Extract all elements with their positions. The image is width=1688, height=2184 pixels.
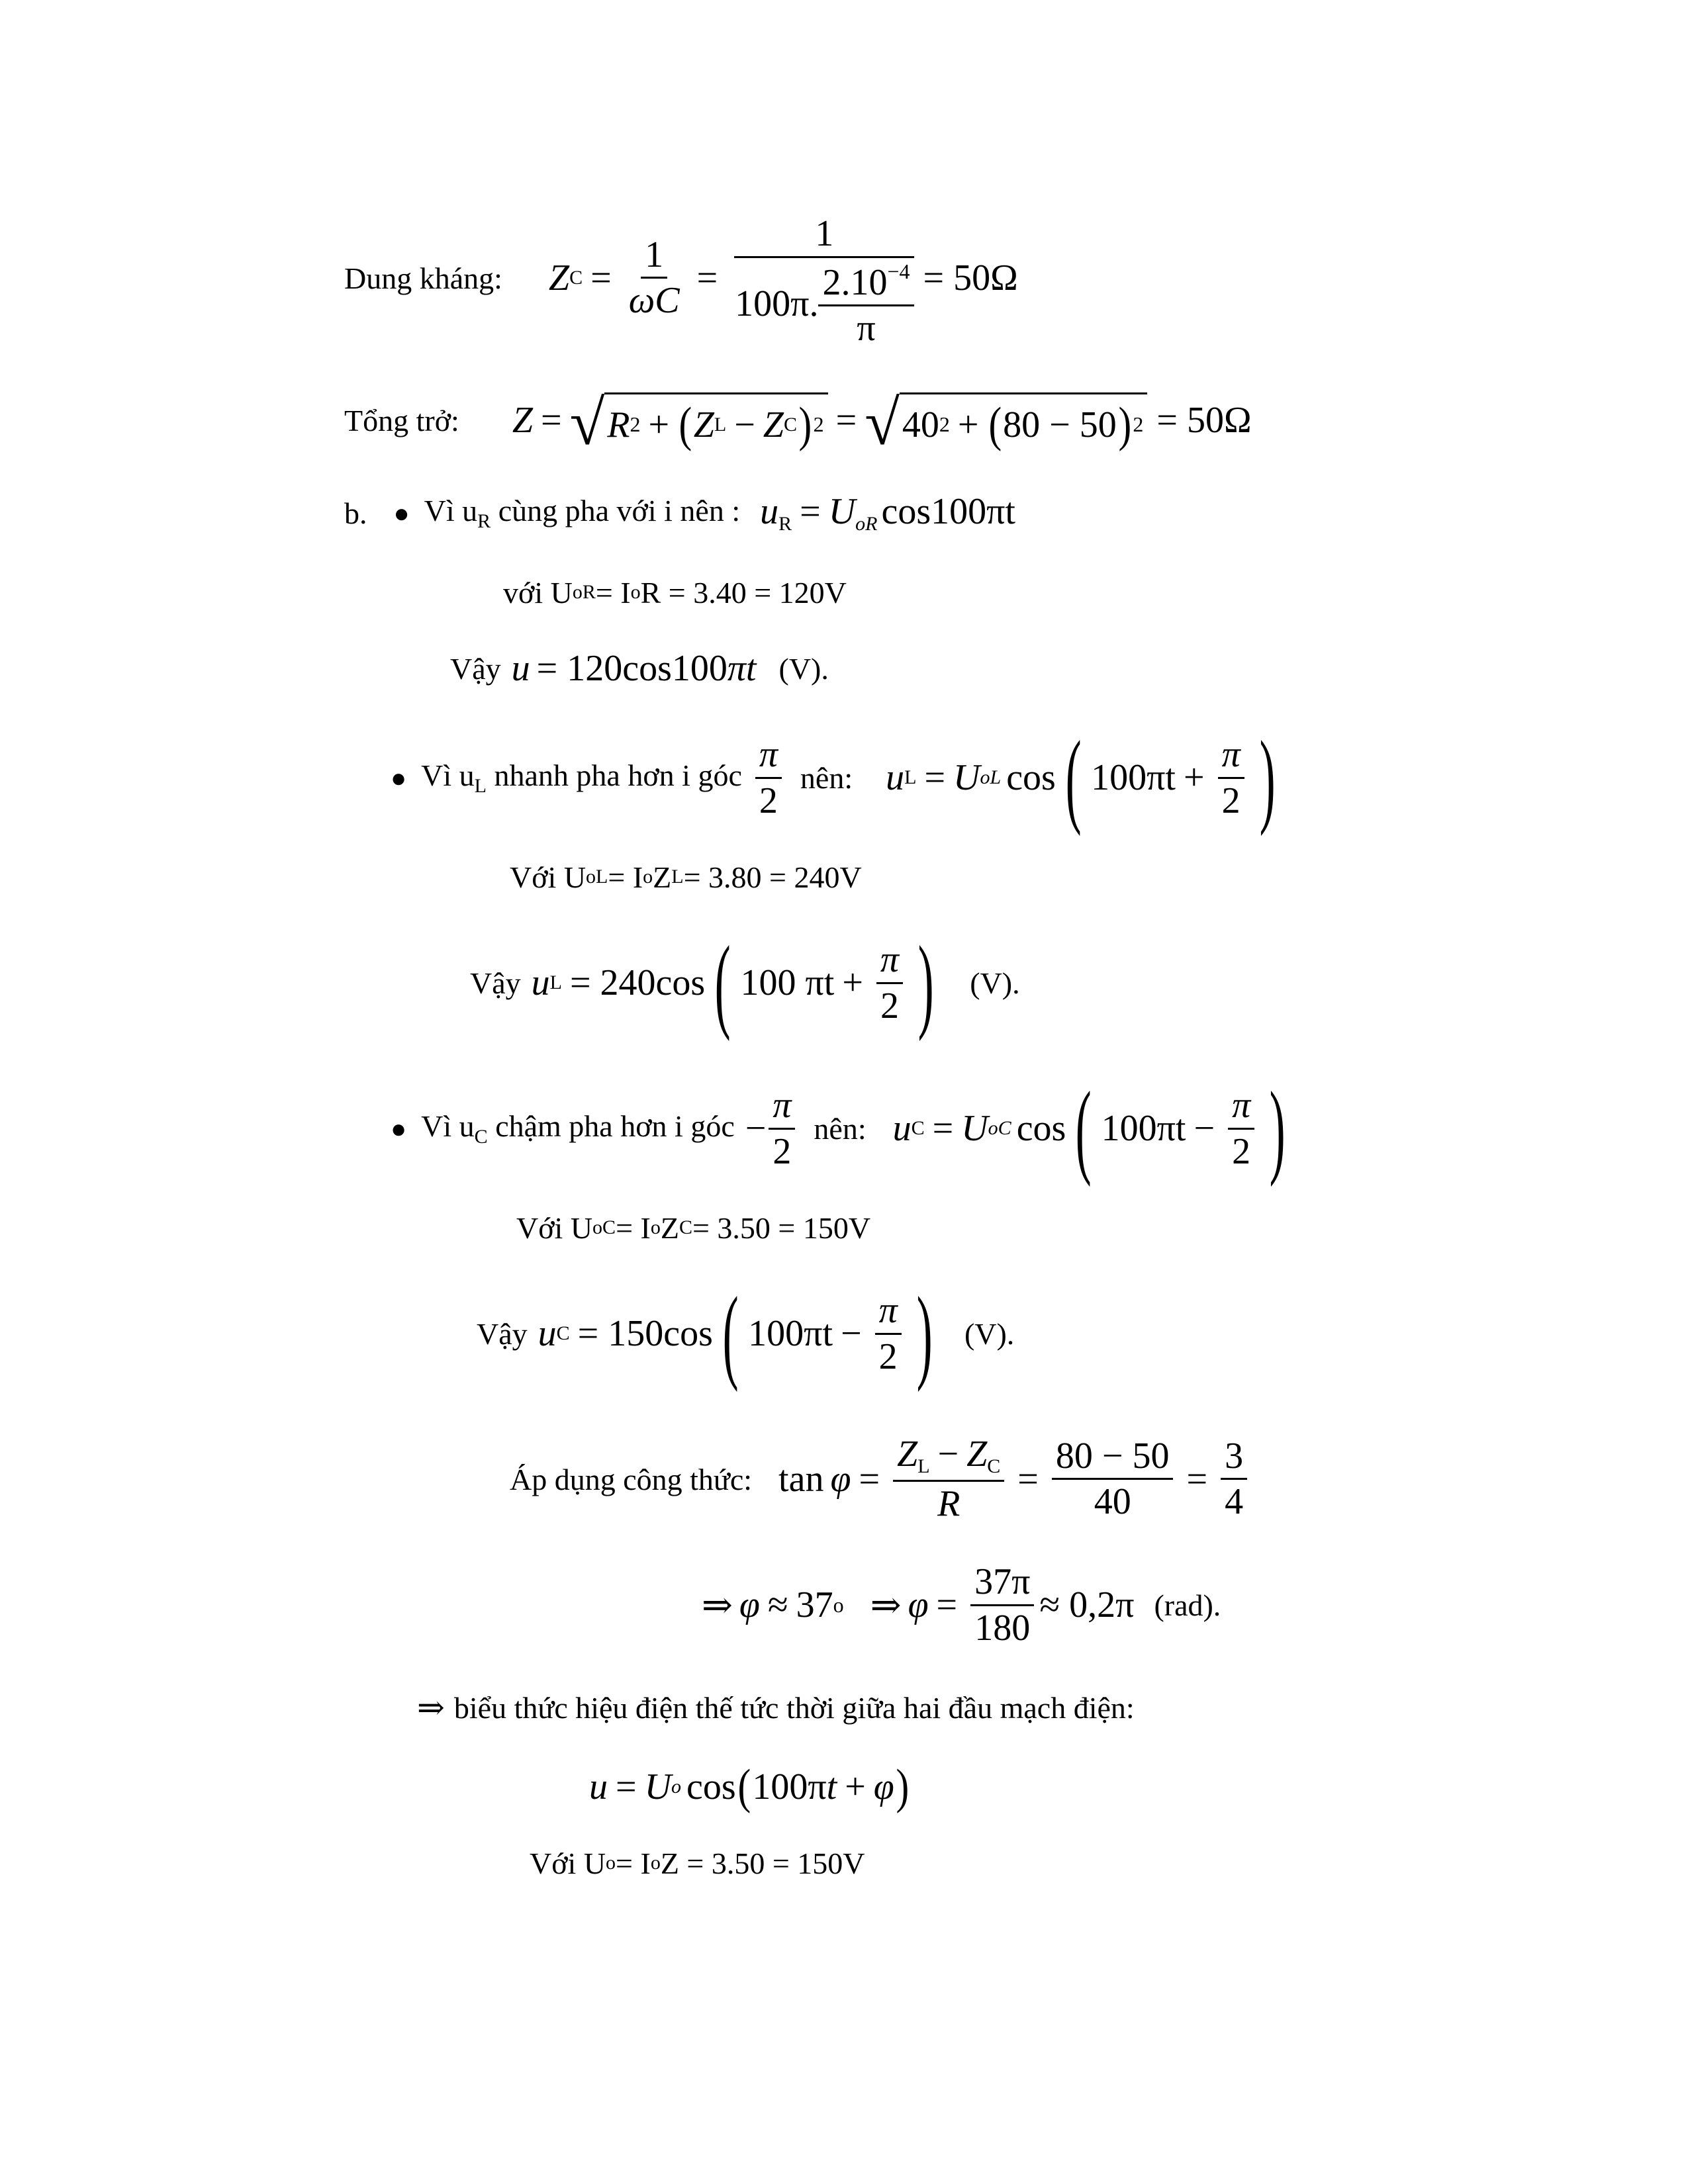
formula-uL-240: u L = 240cos ( 100 πt + $\frac{\pi}{2}$ ) [531, 924, 934, 1042]
line-vi-uL: ● Vì $u_L$ nhanh pha hơn i góc $\frac{\pi}{2}$ nên: u L = U oL cos ( 100πt + $\frac{\pi}{2}$ ) [391, 721, 1285, 834]
frac-1-omegaC: $\frac{1}{\omega C}$ [628, 234, 680, 322]
line-voi-UoC: Với U oC = I o Z C = 3.50 = 150V [516, 1210, 871, 1245]
label-dung-khang: Dung kháng: [344, 261, 502, 295]
label-b: b. [344, 496, 367, 530]
bullet-icon: ● [393, 498, 410, 528]
line-vay-u: Vậy u = 120cos100πt (V). [450, 648, 829, 689]
frac-pi-2: $\frac{\pi}{2}$ [755, 735, 782, 821]
formula-tan-phi: tan φ = $\frac{Z_L - Z_C}{R}$ = $\frac{80 - 50}{40}$ = $\frac{3}{4}$ [778, 1435, 1252, 1523]
sqrt-1: √ R 2 + ( Z L − Z C ) 2 [570, 388, 828, 452]
formula-uC-150: u C = 150cos ( 100πt − $\frac{\pi}{2}$ ) [538, 1275, 933, 1392]
bullet-icon: ● [391, 1113, 407, 1144]
bullet-icon: ● [391, 762, 407, 793]
line-vi-uC: ● Vì $u_C$ chậm pha hơn i góc − $\frac{\pi}{2}$ nên: u C = U oC cos ( 100πt − $\frac{\pi}{2}$ ) [391, 1072, 1295, 1185]
formula-u-final: u = U o cos ( 100π t + φ ) [589, 1760, 909, 1814]
text-vi-uR: Vì $u_R$ cùng pha với i nên : [424, 494, 741, 532]
formula-uC: u C = U oC cos ( 100πt − $\frac{\pi}{2}$ ) [892, 1069, 1286, 1187]
line-voi-Uo: Với U o = I o Z = 3.50 = 150V [530, 1846, 865, 1880]
implies-icon: ⇒ [702, 1584, 733, 1626]
frac-minus-pi-2: $\frac{\pi}{2}$ [769, 1086, 795, 1171]
line-u-final [589, 1754, 910, 1820]
formula-phi: ⇒ φ ≈ 37 o ⇒ φ = $\frac{37\pi}{180}$ ≈ 0,2π [702, 1561, 1135, 1649]
formula-z: Z = √ R 2 + ( Z L − Z C ) 2 = √ 40 2 + ( 80 − 50 ) 2 = 50Ω [512, 387, 1252, 458]
implies-icon: ⇒ [417, 1689, 445, 1726]
line-vay-uL: Vậy u L = 240cos ( 100 πt + $\frac{\pi}{2}$ ) (V). [470, 924, 1020, 1042]
formula-uR: $u_R = U_{oR}$ cos100πt [760, 491, 1015, 535]
text-vi-uL: Vì $u_L$ nhanh pha hơn i góc [421, 758, 742, 797]
text-vi-uC: Vì $u_C$ chậm pha hơn i góc [421, 1109, 735, 1148]
sqrt-2: √ 40 2 + ( 80 − 50 ) 2 [865, 388, 1147, 452]
frac-1-over-100pi: 1 100π. $\frac{2.10^{-4}}{\pi}$ [731, 214, 917, 348]
line-vay-uC: Vậy u C = 150cos ( 100πt − $\frac{\pi}{2}$ ) (V). [477, 1275, 1015, 1392]
line-bieu-thuc: ⇒ biểu thức hiệu điện thế tức thời giữa hai đầu mạch điện: [417, 1689, 1135, 1726]
label-tong-tro: Tổng trở: [344, 403, 459, 437]
line-b-uR [344, 483, 1015, 543]
implies-icon: ⇒ [870, 1584, 902, 1626]
line-voi-UoL: Với U oL = I o Z L = 3.80 = 240V [510, 860, 862, 894]
line-dung-khang [344, 199, 1018, 357]
z-result: = 50Ω [1156, 400, 1252, 441]
line-voi-UoR: với U oR = I o R = 3.40 = 120V [503, 575, 847, 610]
formula-uL: u L = U oL cos ( 100πt + $\frac{\pi}{2}$ ) [886, 719, 1276, 837]
line-phi-result: ⇒ φ ≈ 37 o ⇒ φ = $\frac{37\pi}{180}$ ≈ 0,2π (rad). [702, 1561, 1221, 1649]
zc-result: = 50Ω [923, 257, 1018, 298]
formula-zc: Z C = $\frac{1}{\omega C}$ = 1 100π. $\frac{2.10^{-4}}{\pi}$ = 50Ω [548, 212, 1018, 349]
line-tong-tro [344, 384, 1252, 457]
line-tan-phi: Áp dụng công thức: tan φ = $\frac{Z_L - Z_C}{R}$ = $\frac{80 - 50}{40}$ = $\frac{3}{4}$ [510, 1423, 1252, 1535]
formula-u-120: u = 120cos100πt [511, 648, 757, 689]
